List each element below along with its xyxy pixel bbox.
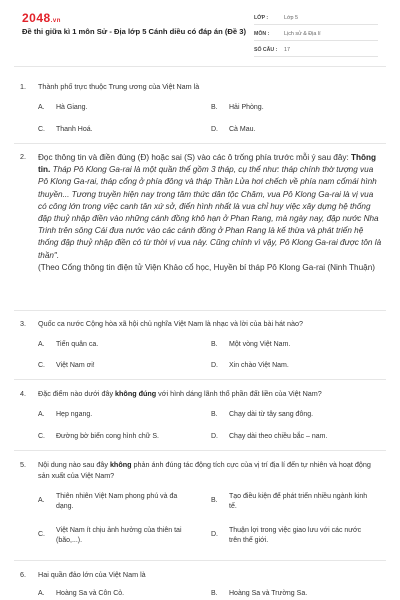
question-text: Quốc ca nước Cộng hòa xã hội chủ nghĩa Việt Nam là nhạc và lời của bài hát nào? bbox=[38, 319, 304, 328]
option-letter: A. bbox=[38, 104, 45, 111]
option-letter: C. bbox=[38, 126, 45, 133]
option-text: Hẹp ngang. bbox=[56, 411, 93, 418]
option-text: Hoàng Sa và Trường Sa. bbox=[229, 590, 308, 597]
meta-row-count bbox=[254, 44, 378, 57]
site-logo[interactable]: 2048.vn bbox=[22, 11, 61, 25]
option-letter: B. bbox=[211, 590, 218, 597]
meta-value: 17 bbox=[284, 47, 290, 53]
option-letter: C. bbox=[38, 433, 45, 440]
passage-text: Tháp Pô Klong Ga-rai là một quần thể gồm 3 tháp, cụ thể như: tháp chính thờ tượng vua Pô Klong Ga-rai, tháp cổng ở phía đông và tháp Thần Lửa hơi chếch về phía nam cổmái hình thuyền... Tương truyền hiện nay trong tâm thức dân tộc Chăm, vua Pô Klong Ga-rai là vị vua có công lớn trong việc canh tân xứ sở, điển hình nhất là vua chỉ huy việc xây dựng hệ thống đập thuỷ nhập điền vào những cánh đồng khô hạn ở Phan Rang, mà ngày nay, đập nước Nha Trinh trên sông Cái đưa nước vào các cánh đồng ở Phan Rang là kế thừa và phát triển hệ thống đập thuỷ nhập điền có từ thời vị vua này. Cũng chính vì vậy, Pô Klong Ga-rai được tôn là thần". bbox=[38, 165, 382, 260]
passage-source: (Theo Cổng thông tin điện tử Viện Khảo cổ học, Huyền bí tháp Pô Klong Ga-rai (Ninh Thuận) bbox=[38, 262, 375, 272]
question-text bbox=[38, 152, 384, 274]
question-text: Đặc điểm nào dưới đây không đúng với hình dáng lãnh thổ phần đất liền của Việt Nam? bbox=[38, 389, 322, 398]
option-text: Xin chào Việt Nam. bbox=[229, 362, 289, 369]
option-letter: C. bbox=[38, 362, 45, 369]
option-text: Việt Nam ơi! bbox=[56, 362, 95, 369]
option-text: Cà Mau. bbox=[229, 126, 256, 133]
option-text: Thiên nhiên Việt Nam phong phú và đa dạng. bbox=[56, 493, 178, 510]
question-2 bbox=[20, 152, 384, 274]
divider bbox=[14, 379, 386, 380]
meta-value: Lịch sử & Địa lí bbox=[284, 31, 321, 37]
option-letter: A. bbox=[38, 341, 45, 348]
divider bbox=[14, 310, 386, 311]
option-text: Tạo điều kiện để phát triển nhiều ngành kinh tế. bbox=[229, 493, 368, 510]
divider bbox=[14, 66, 386, 67]
option-letter: A. bbox=[38, 497, 45, 504]
divider bbox=[14, 560, 386, 561]
option-letter: D. bbox=[211, 362, 218, 369]
option-text: Hà Giang. bbox=[56, 104, 88, 111]
option-text: Hoàng Sa và Côn Cỏ. bbox=[56, 590, 125, 597]
option-text: Một vòng Việt Nam. bbox=[229, 341, 291, 348]
meta-key: MÔN : bbox=[254, 31, 270, 37]
meta-value: Lớp 5 bbox=[284, 15, 299, 21]
divider bbox=[14, 143, 386, 144]
meta-key: SỐ CÂU : bbox=[254, 47, 278, 53]
question-5 bbox=[20, 460, 384, 481]
question-6 bbox=[20, 570, 384, 581]
question-number: 6. bbox=[20, 570, 26, 579]
question-text: Thành phố trực thuộc Trung ương của Việt Nam là bbox=[38, 82, 200, 91]
option-text: Đường bờ biển cong hình chữ S. bbox=[56, 433, 160, 440]
option-text: Việt Nam ít chịu ảnh hưởng của thiên tai (bão,...). bbox=[56, 527, 182, 544]
option-letter: C. bbox=[38, 531, 45, 538]
question-number: 4. bbox=[20, 389, 26, 398]
option-text: Chạy dài theo chiều bắc – nam. bbox=[229, 433, 328, 440]
meta-row-grade bbox=[254, 12, 378, 25]
option-letter: D. bbox=[211, 531, 218, 538]
question-number: 3. bbox=[20, 319, 26, 328]
option-text: Tiến quân ca. bbox=[56, 341, 99, 348]
option-text: Thuận lợi trong việc giao lưu với các nước trên thế giới. bbox=[229, 527, 362, 544]
option-letter: D. bbox=[211, 126, 218, 133]
question-number: 2. bbox=[20, 152, 26, 161]
option-text: Thanh Hoá. bbox=[56, 126, 93, 133]
page-title: Đề thi giữa kì 1 môn Sử - Địa lớp 5 Cánh diều có đáp án (Đề 3) bbox=[22, 27, 246, 36]
option-letter: B. bbox=[211, 104, 218, 111]
question-4 bbox=[20, 389, 384, 400]
exam-meta bbox=[254, 12, 378, 60]
option-text: Hải Phòng. bbox=[229, 104, 264, 111]
option-letter: A. bbox=[38, 590, 45, 597]
divider bbox=[14, 450, 386, 451]
option-letter: B. bbox=[211, 411, 218, 418]
question-number: 1. bbox=[20, 82, 26, 91]
option-letter: A. bbox=[38, 411, 45, 418]
page-header bbox=[0, 0, 400, 62]
option-letter: B. bbox=[211, 497, 218, 504]
option-text: Chạy dài từ tây sang đông. bbox=[229, 411, 314, 418]
meta-row-subject bbox=[254, 28, 378, 41]
question-3 bbox=[20, 319, 384, 330]
option-letter: D. bbox=[211, 433, 218, 440]
question-intro: Đọc thông tin và điền đúng (Đ) hoặc sai (S) vào các ô trống phía trước mỗi ý sau đây: bbox=[38, 153, 349, 162]
question-number: 5. bbox=[20, 460, 26, 469]
question-text: Hai quần đảo lớn của Việt Nam là bbox=[38, 570, 146, 579]
question-1 bbox=[20, 82, 384, 93]
meta-key: LỚP : bbox=[254, 15, 269, 21]
passage-label: Thông tin. bbox=[38, 153, 377, 175]
question-text: Nội dung nào sau đây không phản ánh đúng tác động tích cực của vị trí địa lí đến tự nhiên và hoạt động sản xuất của Việt Nam? bbox=[38, 460, 371, 480]
option-letter: B. bbox=[211, 341, 218, 348]
